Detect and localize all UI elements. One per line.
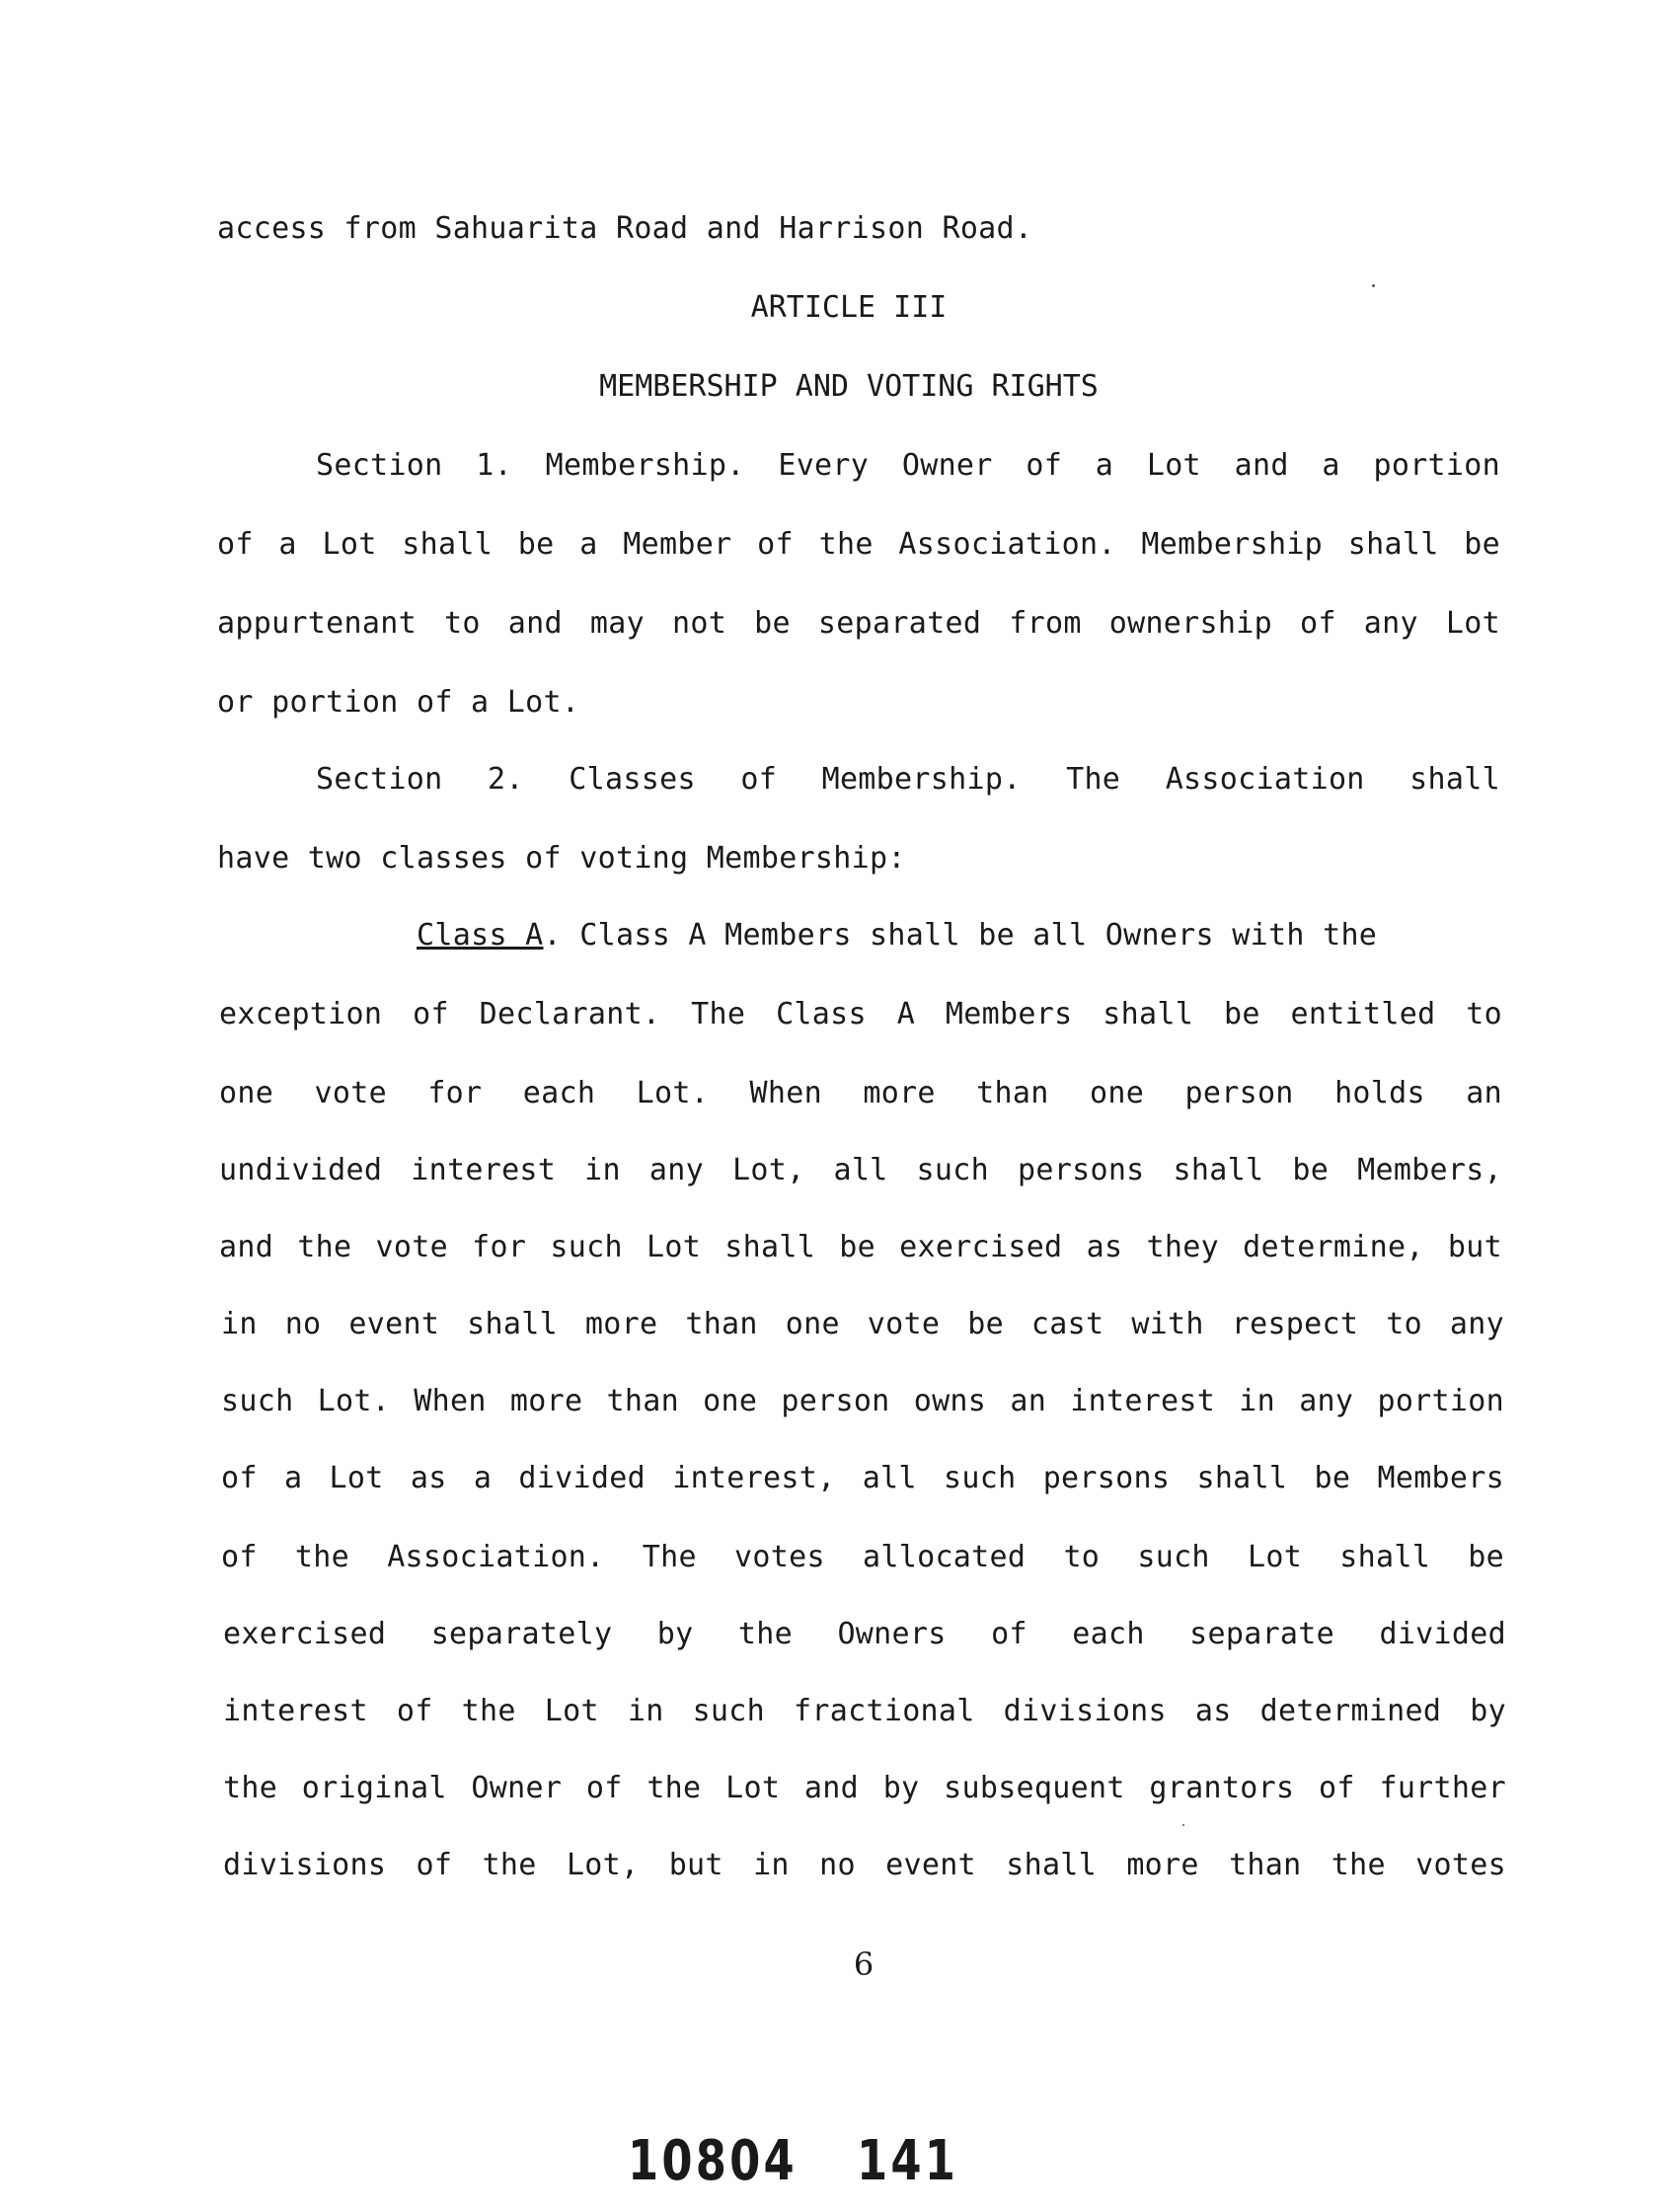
scan-speck <box>1182 1824 1184 1826</box>
section-2-line: have two classes of voting Membership: <box>217 841 906 876</box>
class-a-line: undivided interest in any Lot, all such persons shall be Members, <box>219 1153 1502 1187</box>
section-1-line: appurtenant to and may not be separated from ownership of any Lot <box>217 606 1500 641</box>
section-1-line: Section 1. Membership. Every Owner of a Lot and a portion <box>316 448 1500 483</box>
class-a-line: one vote for each Lot. When more than one person holds an <box>219 1076 1502 1110</box>
class-a-line: such Lot. When more than one person owns an interest in any portion <box>221 1384 1504 1418</box>
section-1-line: or portion of a Lot. <box>217 685 580 720</box>
article-title: MEMBERSHIP AND VOTING RIGHTS <box>599 369 1099 404</box>
scan-speck <box>1372 284 1375 287</box>
class-a-line: in no event shall more than one vote be cast with respect to any <box>221 1307 1504 1341</box>
class-a-line: interest of the Lot in such fractional divisions as determined by <box>223 1694 1506 1728</box>
recording-stamp-docket: 10804 <box>628 2129 798 2193</box>
article-number: ARTICLE III <box>750 290 948 325</box>
class-a-line: the original Owner of the Lot and by subsequent grantors of further <box>223 1771 1506 1805</box>
class-a-label: Class A <box>417 918 544 953</box>
opening-line: access from Sahuarita Road and Harrison Road. <box>217 211 1033 246</box>
section-2-line: Section 2. Classes of Membership. The Association shall <box>316 762 1500 797</box>
page-number: 6 <box>853 1945 875 1983</box>
class-a-line: of the Association. The votes allocated to such Lot shall be <box>221 1540 1504 1574</box>
class-a-line: exception of Declarant. The Class A Members shall be entitled to <box>219 997 1502 1031</box>
class-a-line: of a Lot as a divided interest, all such persons shall be Members <box>221 1461 1504 1495</box>
class-a-first-line-rest: . Class A Members shall be all Owners with the <box>543 918 1378 953</box>
class-a-line: exercised separately by the Owners of each separate divided <box>223 1617 1506 1651</box>
class-a-line: divisions of the Lot, but in no event shall more than the votes <box>223 1848 1506 1882</box>
class-a-line: and the vote for such Lot shall be exercised as they determine, but <box>219 1230 1502 1264</box>
recording-stamp-page: 141 <box>857 2129 959 2193</box>
section-1-line: of a Lot shall be a Member of the Association. Membership shall be <box>217 527 1500 562</box>
class-a-first-line <box>417 916 1500 955</box>
